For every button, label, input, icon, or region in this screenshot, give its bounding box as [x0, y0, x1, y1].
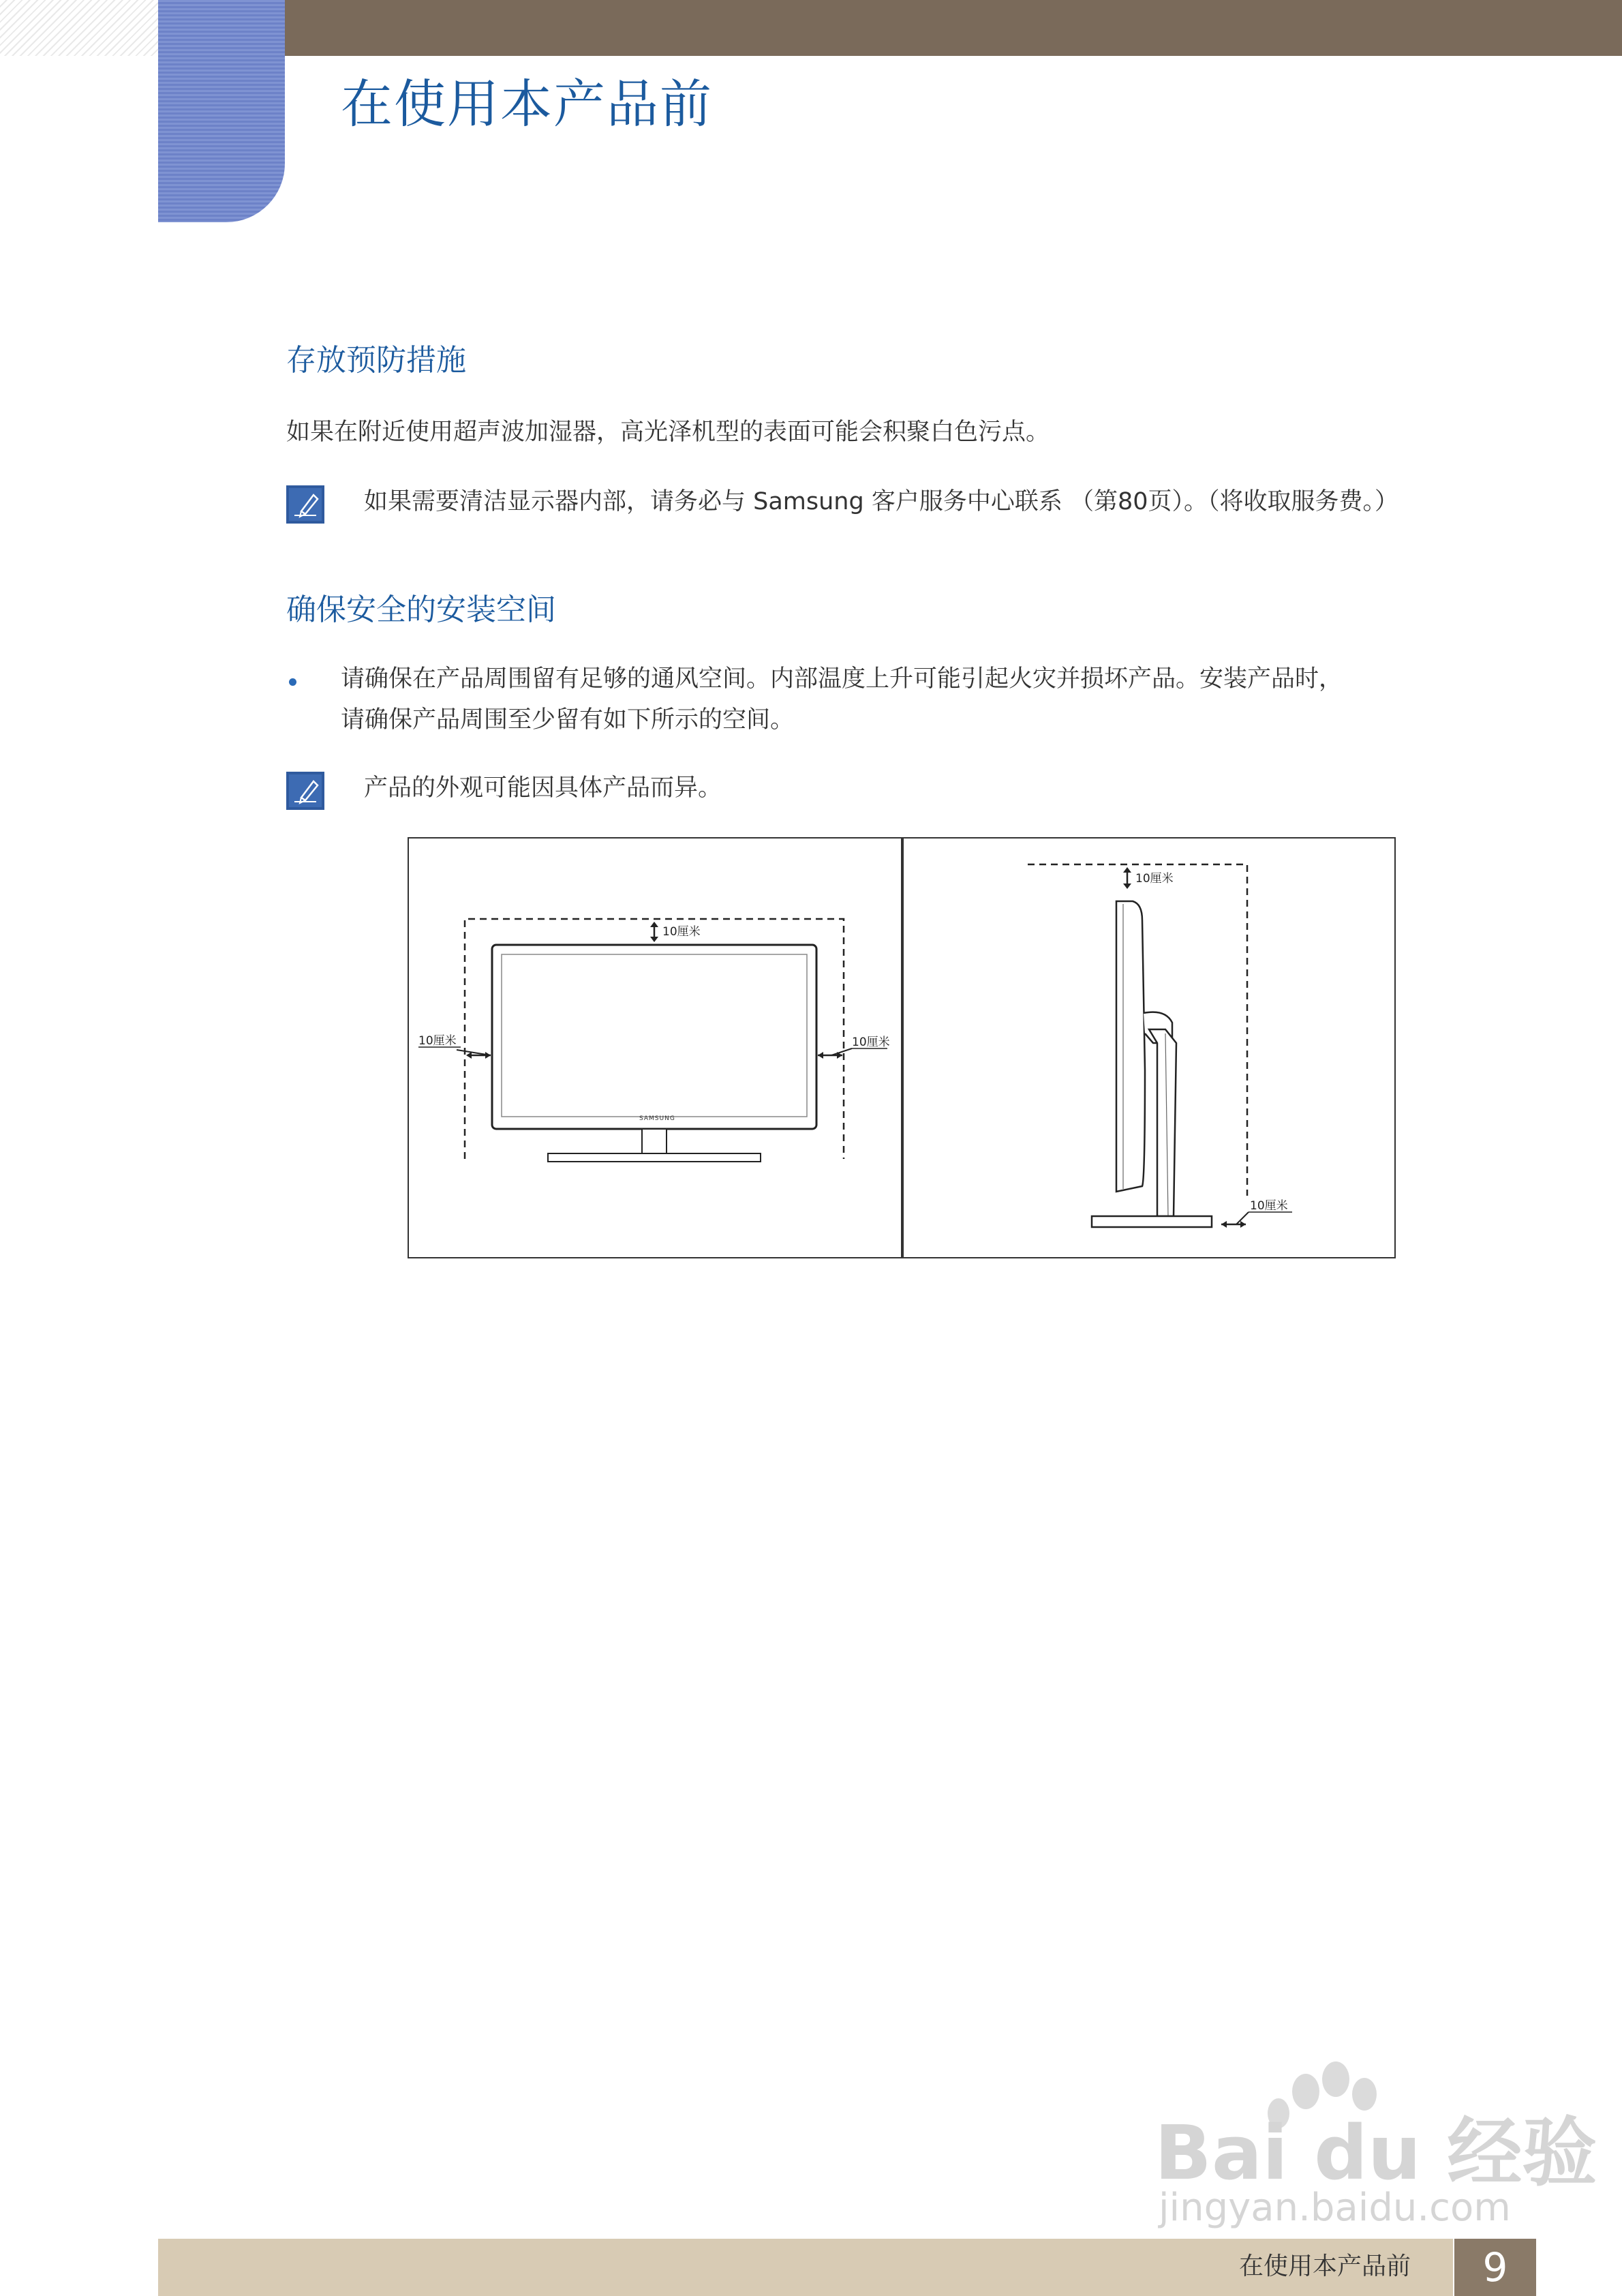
section-heading-installation: 确保安全的安装空间: [286, 592, 556, 627]
side-view-diagram: [902, 837, 1396, 1258]
note-pencil-icon: [286, 772, 324, 810]
section-heading-storage: 存放预防措施: [286, 343, 466, 378]
footer-title: 在使用本产品前: [1239, 2252, 1411, 2280]
header-bar: [285, 0, 1622, 56]
note-pencil-icon: [286, 485, 324, 524]
side-top-clearance-label: 10厘米: [1135, 872, 1174, 886]
front-view-diagram: [408, 837, 902, 1258]
installation-note: 产品的外观可能因具体产品而异。: [364, 774, 722, 802]
front-right-clearance-label: 10厘米: [852, 1036, 890, 1049]
bullet-icon: [289, 678, 296, 686]
chapter-tab: [158, 0, 285, 222]
installation-bullet-line1: 请确保在产品周围留有足够的通风空间。内部温度上升可能引起火灾并损坏产品。安装产品时，: [341, 665, 1343, 693]
page-title: 在使用本产品前: [341, 74, 713, 134]
watermark-url-text: jingyan.baidu.com: [1159, 2186, 1511, 2230]
header-hatch-pattern: [0, 0, 158, 56]
front-top-clearance-label: 10厘米: [662, 925, 701, 939]
front-view-drawing: [409, 839, 901, 1257]
side-back-clearance-label: 10厘米: [1250, 1199, 1288, 1213]
storage-note: 如果需要清洁显示器内部，请务必与 Samsung 客户服务中心联系 （第80页）。（将收取服务费。）: [364, 488, 1398, 515]
storage-paragraph: 如果在附近使用超声波加湿器，高光泽机型的表面可能会积聚白色污点。: [286, 419, 1050, 446]
monitor-brand-logo: SAMSUNG: [639, 1115, 675, 1122]
side-view-drawing: [904, 839, 1394, 1257]
page-number: 9: [1454, 2239, 1536, 2296]
baidu-watermark: [1145, 2052, 1597, 2236]
front-left-clearance-label: 10厘米: [418, 1034, 457, 1048]
installation-bullet-line2: 请确保产品周围至少留有如下所示的空间。: [341, 706, 795, 734]
watermark-brand-text: Bai du 经验: [1154, 2109, 1597, 2196]
